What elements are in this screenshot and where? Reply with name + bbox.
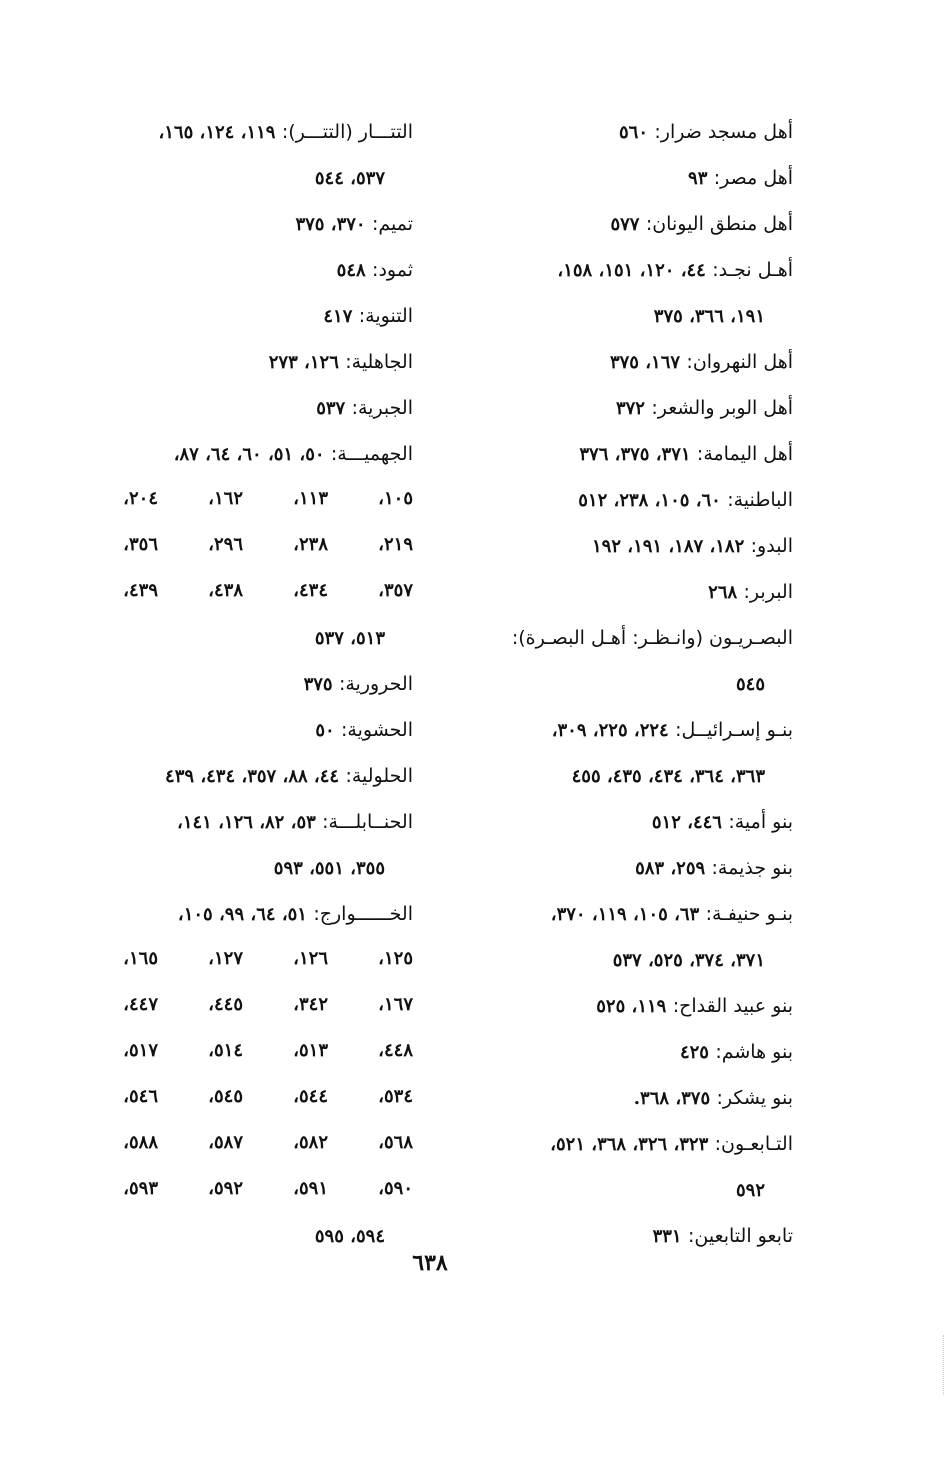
- index-page-ref: ٥٩٣،: [123, 1178, 158, 1199]
- index-page-refs: ٣٧٢: [615, 398, 645, 419]
- index-page-refs: ٤٤، ١٢٠، ١٥١، ١٥٨،: [557, 260, 706, 281]
- index-page-ref: ٣٤٢،: [293, 994, 328, 1015]
- index-entry: [73, 384, 413, 430]
- index-term: بنو هاشم:: [715, 1041, 793, 1063]
- index-page-ref: ٤٤٥،: [208, 994, 243, 1015]
- index-term: الحشوية:: [341, 719, 413, 741]
- index-page-refs: ٤٤٦، ٥١٢: [651, 812, 722, 833]
- index-entry: [458, 1074, 793, 1120]
- index-page-ref: ٣٥٧،: [378, 580, 413, 601]
- index-entry: [458, 706, 793, 752]
- page-number: ٦٣٨: [412, 1250, 448, 1276]
- index-entry: [458, 338, 793, 384]
- index-page-ref: ٤٣٤،: [293, 580, 328, 601]
- index-column-left: [73, 108, 413, 1258]
- index-term: الجبرية:: [351, 397, 413, 419]
- index-page-refs: ٥١، ٦٤، ٩٩، ١٠٥،: [177, 904, 307, 925]
- index-term: تابعو التابعين:: [687, 1225, 793, 1247]
- index-entry: [458, 936, 793, 982]
- index-page-ref: ٥٩١،: [293, 1178, 328, 1199]
- index-page-refs-row: [73, 1074, 413, 1120]
- index-entry: [458, 1028, 793, 1074]
- index-entry: [458, 154, 793, 200]
- index-entry: [73, 660, 413, 706]
- index-entry: [458, 108, 793, 154]
- index-entry: [458, 844, 793, 890]
- index-page-ref: ٥١٧،: [123, 1040, 158, 1061]
- index-page-refs: ٢٢٤، ٢٢٥، ٣٠٩،: [551, 720, 669, 741]
- index-term: التنوية:: [358, 305, 413, 327]
- index-entry: [458, 568, 793, 614]
- index-page-ref: ١١٣،: [293, 488, 328, 509]
- index-page-refs: ٥٣٧: [316, 398, 346, 419]
- index-page-ref: ١٢٧،: [208, 948, 243, 969]
- index-term: الحرورية:: [338, 673, 413, 695]
- index-entry: [73, 614, 413, 660]
- index-page-ref: ٥٤٤،: [293, 1086, 328, 1107]
- index-page-ref: ١٦٥،: [123, 948, 158, 969]
- index-page-ref: ٥٦٨،: [378, 1132, 413, 1153]
- index-entry: [458, 982, 793, 1028]
- index-entry: [73, 154, 413, 200]
- index-term: أهل منطق اليونان:: [645, 213, 793, 235]
- index-entry: [458, 614, 793, 660]
- index-page-ref: ٥٩٢،: [208, 1178, 243, 1199]
- index-page-refs-row: [73, 936, 413, 982]
- index-page-refs: ٣٦٣، ٣٦٤، ٤٣٤، ٤٣٥، ٤٥٥: [571, 766, 765, 787]
- index-entry: [458, 1120, 793, 1166]
- index-page-ref: ١٦٢،: [208, 488, 243, 509]
- index-term: بنو جذيمة:: [711, 857, 793, 879]
- index-entry: [73, 798, 413, 844]
- index-entry: [73, 706, 413, 752]
- index-term: بنو عبيد القداح:: [672, 995, 793, 1017]
- index-page-ref: ٢٣٨،: [293, 534, 328, 555]
- index-page-refs: ٥١٣، ٥٣٧: [314, 628, 385, 649]
- index-page-refs: ٣٥٥، ٥٥١، ٥٩٣: [273, 858, 385, 879]
- index-page-ref: ٥١٣،: [293, 1040, 328, 1061]
- index-term: بنو يشكر:: [716, 1087, 793, 1109]
- index-page-refs: ٦٣، ١٠٥، ١١٩، ٣٧٠،: [550, 904, 700, 925]
- index-page-refs: ٣٣١: [652, 1226, 682, 1247]
- index-entry: [458, 430, 793, 476]
- index-page-refs: ٣٢٣، ٣٢٦، ٣٦٨، ٥٢١،: [550, 1134, 709, 1155]
- index-page-refs: ٥٠، ٥١، ٦٠، ٦٤، ٨٧،: [173, 444, 325, 465]
- index-entry: [73, 200, 413, 246]
- index-entry: [73, 246, 413, 292]
- index-page-ref: ١٦٧،: [378, 994, 413, 1015]
- index-page-refs: ٢٦٨: [708, 582, 738, 603]
- index-term: الجاهلية:: [345, 351, 413, 373]
- index-page-ref: ٤٤٨،: [378, 1040, 413, 1061]
- index-term: الجهميـــة:: [330, 443, 413, 465]
- index-page-ref: ٣٥٦،: [123, 534, 158, 555]
- index-term: تميم:: [371, 213, 413, 235]
- index-entry: [73, 292, 413, 338]
- index-term: بنـو حنيفـة:: [705, 903, 793, 925]
- index-page-refs: ٤٤، ٨٨، ٣٥٧، ٤٣٤، ٤٣٩: [165, 766, 340, 787]
- index-page-refs-row: [73, 1028, 413, 1074]
- index-term: أهـل نجـد:: [712, 259, 793, 281]
- index-page-ref: ٥٨٨،: [123, 1132, 158, 1153]
- index-page-refs-row: [73, 568, 413, 614]
- index-entry: [458, 476, 793, 522]
- index-entry: [458, 660, 793, 706]
- index-page-refs: ٥٠: [315, 720, 335, 741]
- index-term: أهل مصر:: [713, 167, 793, 189]
- index-entry: [73, 430, 413, 476]
- index-page-ref: ٢٠٤،: [123, 488, 158, 509]
- index-page-refs-row: [73, 982, 413, 1028]
- index-page-refs: ٣٧١، ٣٧٤، ٥٢٥، ٥٣٧: [612, 950, 765, 971]
- index-page-refs-row: [73, 522, 413, 568]
- index-page-refs: ٣٧١، ٣٧٥، ٣٧٦: [579, 444, 691, 465]
- index-entry: [458, 292, 793, 338]
- index-page-refs: ٥٩٤، ٥٩٥: [314, 1226, 385, 1247]
- index-page-refs: ٥٦٠: [619, 122, 649, 143]
- index-page-refs: ٥٣٧، ٥٤٤: [314, 168, 385, 189]
- index-page-refs-row: [73, 476, 413, 522]
- index-page-refs: ٣٧٠، ٣٧٥: [295, 214, 366, 235]
- index-term: أهل مسجد ضرار:: [654, 121, 793, 143]
- index-page-refs: ١١٩، ٥٢٥: [596, 996, 667, 1017]
- index-page-ref: ٢١٩،: [378, 534, 413, 555]
- index-page-refs: ٥٩٢: [735, 1180, 765, 1201]
- index-entry: [73, 890, 413, 936]
- index-page-refs: ٦٠، ١٠٥، ٢٣٨، ٥١٢: [578, 490, 721, 511]
- scan-margin-mark: [941, 1335, 944, 1395]
- index-term: أهل الوبر والشعر:: [651, 397, 793, 419]
- index-page-refs: ٥٤٨: [336, 260, 366, 281]
- index-page-refs: ٤١٧: [323, 306, 353, 327]
- index-page-refs: ٤٢٥: [679, 1042, 709, 1063]
- index-entry: [458, 798, 793, 844]
- index-term: البربر:: [743, 581, 793, 603]
- index-page-ref: ٥٣٤،: [378, 1086, 413, 1107]
- index-page-ref: ٥١٤،: [208, 1040, 243, 1061]
- index-term: بنـو إسـرائيــل:: [675, 719, 793, 741]
- index-page-ref: ١٠٥،: [378, 488, 413, 509]
- index-column-right: [458, 108, 793, 1258]
- index-term: الحنــابلـــة:: [322, 811, 413, 833]
- index-entry: [458, 246, 793, 292]
- index-entry: [73, 844, 413, 890]
- index-page-refs-row: [73, 1166, 413, 1212]
- index-entry: [458, 890, 793, 936]
- index-page-refs: ١٩١، ٣٦٦، ٣٧٥: [653, 306, 765, 327]
- index-term: التتـــار (التتـــر):: [281, 121, 413, 143]
- index-entry: [458, 522, 793, 568]
- index-term: الباطنية:: [727, 489, 793, 511]
- index-page-refs: ٢٥٩، ٥٨٣: [635, 858, 706, 879]
- index-page-refs: ٥٧٧: [610, 214, 640, 235]
- index-page-refs: ٥٣، ٨٢، ١٢٦، ١٤١،: [177, 812, 316, 833]
- index-term: البصـريـون (وانـظـر: أهـل البصـرة):: [511, 627, 793, 649]
- index-page-refs: ١١٩، ١٢٤، ١٦٥،: [158, 122, 276, 143]
- index-page-refs: ١٦٧، ٣٧٥: [609, 352, 681, 373]
- index-page-refs: ٩٣: [688, 168, 708, 189]
- index-page-refs-row: [73, 1120, 413, 1166]
- index-page-refs: ١٢٦، ٢٧٣: [268, 352, 339, 373]
- index-page-ref: ١٢٦،: [293, 948, 328, 969]
- index-page-refs: ٣٧٥، ٣٦٨.: [633, 1088, 711, 1109]
- index-term: الخــــــوارج:: [313, 903, 413, 925]
- index-entry: [458, 752, 793, 798]
- index-page-refs: ٣٧٥: [303, 674, 333, 695]
- index-page-ref: ٤٣٨،: [208, 580, 243, 601]
- index-page-refs: ٥٤٥: [735, 674, 765, 695]
- index-term: البدو:: [750, 535, 793, 557]
- index-page-refs: ١٨٢، ١٨٧، ١٩١، ١٩٢: [591, 536, 745, 557]
- index-entry: [73, 108, 413, 154]
- index-page-ref: ٥٩٠،: [378, 1178, 413, 1199]
- index-page-ref: ٤٣٩،: [123, 580, 158, 601]
- index-page-ref: ٤٤٧،: [123, 994, 158, 1015]
- index-entry: [458, 384, 793, 430]
- index-term: أهل اليمامة:: [696, 443, 793, 465]
- index-term: بنو أمية:: [728, 811, 793, 833]
- index-page-ref: ٥٨٧،: [208, 1132, 243, 1153]
- index-term: التـابعـون:: [714, 1133, 793, 1155]
- index-entry: [73, 752, 413, 798]
- index-page-ref: ٥٤٥،: [208, 1086, 243, 1107]
- index-term: الحلولية:: [345, 765, 413, 787]
- index-page-ref: ٥٨٢،: [293, 1132, 328, 1153]
- index-entry: [73, 338, 413, 384]
- index-term: أهل النهروان:: [686, 351, 793, 373]
- index-page-ref: ٥٤٦،: [123, 1086, 158, 1107]
- index-entry: [458, 1166, 793, 1212]
- index-page-ref: ١٢٥،: [378, 948, 413, 969]
- index-page-ref: ٢٩٦،: [208, 534, 243, 555]
- index-entry: [458, 200, 793, 246]
- index-term: ثمود:: [372, 259, 413, 281]
